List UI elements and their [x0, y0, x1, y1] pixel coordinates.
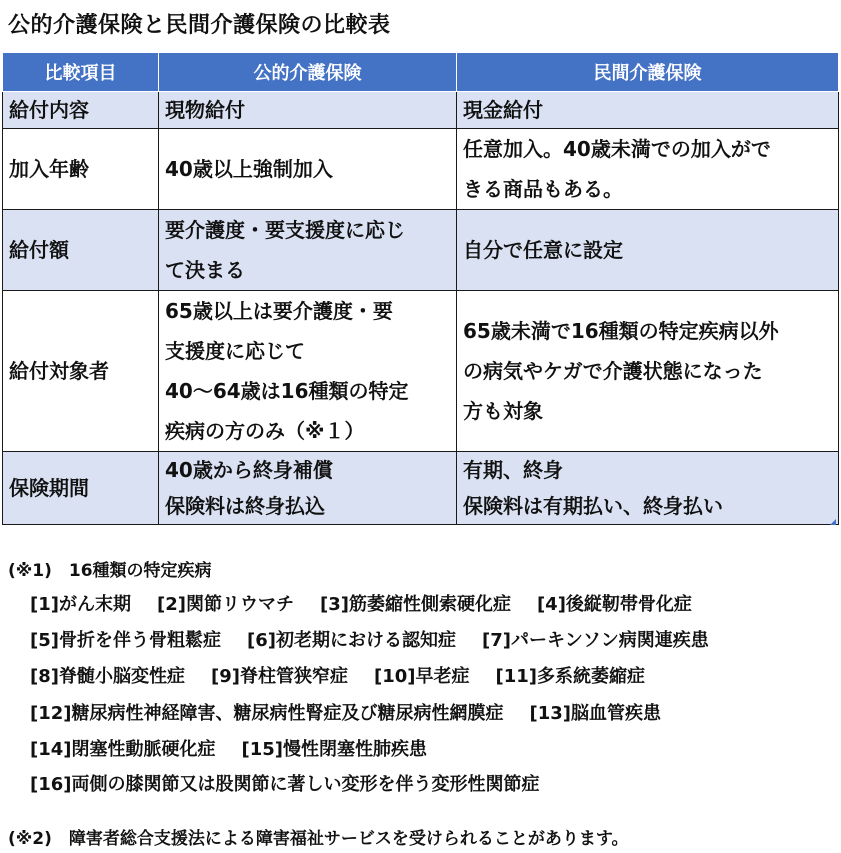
- public-cell: [159, 92, 457, 129]
- header-private: 民間介護保険: [457, 53, 839, 92]
- disease-item: [4]後縦靭帯骨化症: [536, 594, 692, 615]
- public-cell: [159, 210, 457, 291]
- cell-line: 方も対象: [463, 399, 543, 423]
- public-cell: [159, 291, 457, 452]
- public-cell: [159, 452, 457, 525]
- disease-item: [1]がん末期: [30, 594, 131, 615]
- disease-item: [11]多系統萎縮症: [495, 666, 645, 687]
- private-cell: [457, 129, 839, 210]
- public-cell: [159, 129, 457, 210]
- cell-line: 65歳未満で16種類の特定疾病以外: [463, 319, 779, 343]
- disease-item: [14]閉塞性動脈硬化症: [30, 739, 216, 760]
- cell-line: 支援度に応じて: [165, 339, 305, 363]
- disease-line: [30, 735, 453, 761]
- table-row: [3, 452, 839, 525]
- cell-line: 40歳以上強制加入: [165, 157, 333, 181]
- disease-item: [12]糖尿病性神経障害、糖尿病性腎症及び糖尿病性網膜症: [30, 703, 504, 724]
- private-cell: [457, 452, 839, 525]
- disease-line: [30, 590, 718, 616]
- disease-item: [9]脊柱管狭窄症: [210, 666, 348, 687]
- row-label: 給付内容: [3, 92, 159, 129]
- table-row: [3, 210, 839, 291]
- cell-line: 要介護度・要支援度に応じ: [165, 218, 405, 242]
- cell-line: 65歳以上は要介護度・要: [165, 299, 393, 323]
- disease-item: [6]初老期における認知症: [246, 630, 456, 651]
- header-item: 比較項目: [3, 53, 159, 92]
- private-cell: [457, 291, 839, 452]
- header-public: 公的介護保険: [159, 53, 457, 92]
- disease-line: [30, 770, 566, 796]
- page-title: 公的介護保険と民間介護保険の比較表: [8, 13, 391, 38]
- cell-line: きる商品もある。: [463, 177, 623, 201]
- resize-handle-icon: [830, 519, 836, 525]
- cell-line: 有期、終身: [463, 458, 563, 482]
- disease-item: [10]早老症: [373, 666, 470, 687]
- private-cell: [457, 92, 839, 129]
- cell-line: 現物給付: [165, 98, 245, 122]
- cell-line: 保険料は有期払い、終身払い: [463, 494, 723, 518]
- disease-item: [3]筋萎縮性側索硬化症: [319, 594, 511, 615]
- disease-item: [16]両側の膝関節又は股関節に著しい変形を伴う変形性関節症: [30, 774, 540, 795]
- cell-line: 疾病の方のみ（※１）: [165, 419, 365, 443]
- disease-item: [5]骨折を伴う骨粗鬆症: [30, 630, 221, 651]
- comparison-table: [2, 52, 839, 525]
- note2-heading: (※2) 障害者総合支援法による障害福祉サービスを受けられることがあります。: [8, 829, 629, 849]
- disease-item: [7]パーキンソン病関連疾患: [481, 630, 709, 651]
- disease-line: [30, 662, 671, 688]
- cell-line: 40歳から終身補償: [165, 458, 333, 482]
- table-row: [3, 291, 839, 452]
- private-cell: [457, 210, 839, 291]
- note1-heading: (※1) 16種類の特定疾病: [8, 561, 212, 581]
- cell-line: 保険料は終身払込: [165, 494, 325, 518]
- table-row: [3, 129, 839, 210]
- cell-line: の病気やケガで介護状態になった: [463, 359, 763, 383]
- cell-line: 現金給付: [463, 98, 543, 122]
- disease-line: [30, 626, 735, 652]
- cell-line: て決まる: [165, 258, 245, 282]
- disease-item: [15]慢性閉塞性肺疾患: [241, 739, 428, 760]
- disease-item: [2]関節リウマチ: [156, 594, 294, 615]
- table-row: [3, 92, 839, 129]
- cell-line: 40～64歳は16種類の特定: [165, 379, 409, 403]
- disease-item: [8]脊髄小脳変性症: [30, 666, 185, 687]
- row-label: 給付対象者: [3, 291, 159, 452]
- disease-item: [13]脳血管疾患: [529, 703, 662, 724]
- disease-line: [30, 699, 687, 725]
- row-label: 加入年齢: [3, 129, 159, 210]
- cell-line: 任意加入。40歳未満での加入がで: [463, 137, 771, 161]
- cell-line: 自分で任意に設定: [463, 238, 623, 262]
- row-label: 給付額: [3, 210, 159, 291]
- row-label: 保険期間: [3, 452, 159, 525]
- table-header-row: [3, 53, 839, 92]
